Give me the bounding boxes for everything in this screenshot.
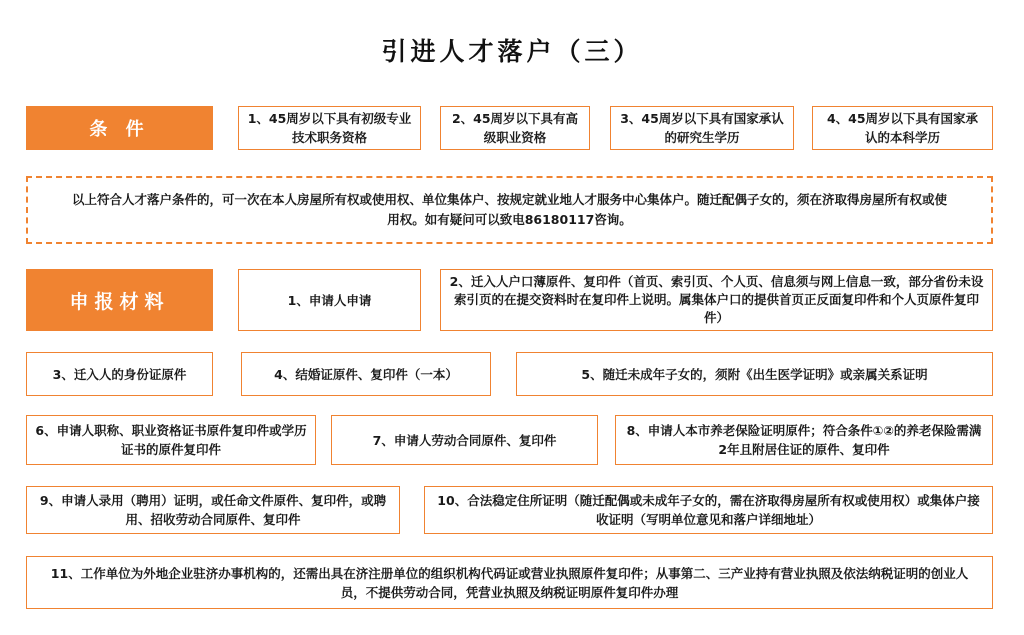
- material-item: 10、合法稳定住所证明（随迁配偶或未成年子女的，需在济取得房屋所有权或使用权）或集体户接收证明（写明单位意见和落户详细地址）: [424, 486, 993, 534]
- conditions-note: 以上符合人才落户条件的，可一次在本人房屋所有权或使用权、单位集体户、按规定就业地人才服务中心集体户。随迁配偶子女的，须在济取得房屋所有权或使用权。如有疑问可以致电86180117咨询。: [26, 176, 993, 244]
- condition-item: 1、45周岁以下具有初级专业技术职务资格: [238, 106, 421, 150]
- material-item: 7、申请人劳动合同原件、复印件: [331, 415, 598, 465]
- material-item: 2、迁入人户口薄原件、复印件（首页、索引页、个人页、信息须与网上信息一致，部分省份未设索引页的在提交资料时在复印件上说明。属集体户口的提供首页正反面复印件和个人页原件复印件）: [440, 269, 993, 331]
- materials-label: 申报材料: [26, 269, 213, 331]
- condition-item: 3、45周岁以下具有国家承认的研究生学历: [610, 106, 794, 150]
- condition-item: 2、45周岁以下具有高级职业资格: [440, 106, 590, 150]
- material-item: 11、工作单位为外地企业驻济办事机构的，还需出具在济注册单位的组织机构代码证或营业执照原件复印件；从事第二、三产业持有营业执照及依法纳税证明的创业人员，不提供劳动合同，凭营业执照及纳税证明原件复印件办理: [26, 556, 993, 609]
- material-item: 1、申请人申请: [238, 269, 421, 331]
- material-item: 3、迁入人的身份证原件: [26, 352, 213, 396]
- conditions-label: 条 件: [26, 106, 213, 150]
- condition-item: 4、45周岁以下具有国家承认的本科学历: [812, 106, 993, 150]
- material-item: 9、申请人录用（聘用）证明，或任命文件原件、复印件，或聘用、招收劳动合同原件、复印件: [26, 486, 400, 534]
- material-item: 4、结婚证原件、复印件（一本）: [241, 352, 491, 396]
- material-item: 6、申请人职称、职业资格证书原件复印件或学历证书的原件复印件: [26, 415, 316, 465]
- material-item: 8、申请人本市养老保险证明原件；符合条件①②的养老保险需满2年且附居住证的原件、复印件: [615, 415, 993, 465]
- material-item: 5、随迁未成年子女的，须附《出生医学证明》或亲属关系证明: [516, 352, 993, 396]
- page-title: 引进人才落户（三）: [381, 37, 643, 66]
